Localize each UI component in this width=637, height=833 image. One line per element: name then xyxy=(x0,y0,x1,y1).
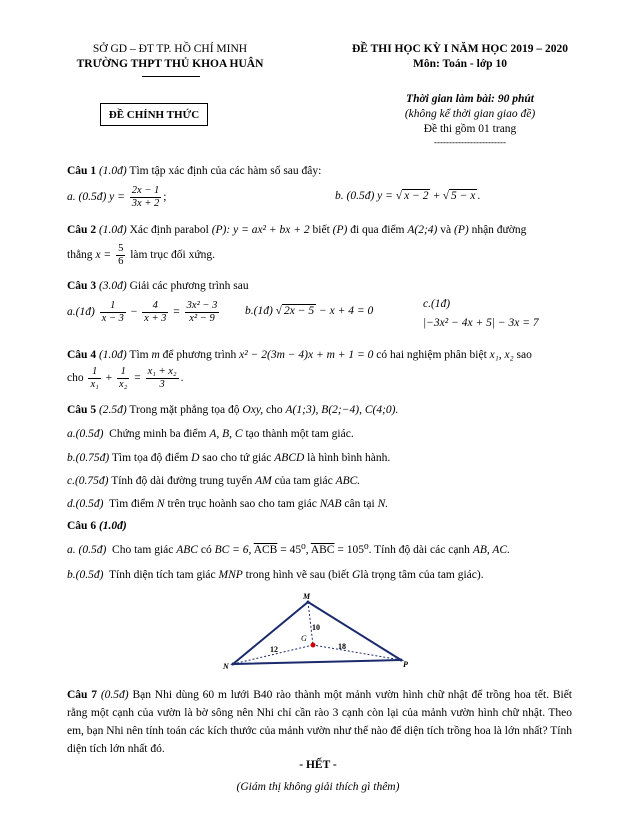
q5-part-a xyxy=(67,425,577,443)
exam-title: ĐỀ THI HỌC KỲ I NĂM HỌC 2019 – 2020 xyxy=(351,43,569,55)
q2-line2-a: thẳng xyxy=(67,249,93,262)
q2-text-5: nhận đường xyxy=(471,224,527,236)
q5d-nab: NAB xyxy=(319,498,342,510)
q3b-label: b.(1đ) xyxy=(245,305,273,317)
q5d-n: N xyxy=(156,498,165,510)
q2-line-1 xyxy=(67,221,577,239)
school-name: TRƯỜNG THPT THỦ KHOA HUÂN xyxy=(76,58,264,70)
q3-heading xyxy=(67,277,577,295)
q6b-text-2: trong hình vẽ sau (biết xyxy=(245,569,350,581)
q5-points: (2.5đ) xyxy=(98,404,127,416)
q5d-text-1: Tìm điểm xyxy=(108,498,155,510)
q2-p-2: (P) xyxy=(454,224,469,236)
q4-text-3: có hai nghiệm phân biệt xyxy=(376,349,487,361)
official-badge xyxy=(100,103,208,126)
q2-point: A(2;4) xyxy=(407,224,438,236)
q3a-f1-den: x − 3 xyxy=(101,313,124,324)
q1b-label: b. (0.5đ) xyxy=(335,190,375,202)
q5-part-d xyxy=(67,495,577,513)
q3a-frac-3 xyxy=(185,300,220,325)
q5c-label: c.(0.75đ) xyxy=(67,475,109,487)
q2-axis-lhs: x = xyxy=(95,249,112,262)
q2-axis-fraction xyxy=(116,243,125,268)
q4-frac-3 xyxy=(146,366,179,391)
q6b-label: b.(0.5đ) xyxy=(67,569,104,581)
vertex-n xyxy=(232,663,235,666)
length-gn: 12 xyxy=(270,645,278,654)
q4-m: m xyxy=(151,349,160,361)
q6a-abc-angle: $\overline{ABC}$ xyxy=(310,544,335,556)
q6b-text-1: Tính diện tích tam giác xyxy=(108,569,216,581)
q4-title: Câu 4 xyxy=(67,349,97,361)
q5a-text-1: Chứng minh ba điểm xyxy=(109,428,207,440)
official-label: ĐỀ CHÍNH THỨC xyxy=(108,108,200,121)
q5-oxy: Oxy, xyxy=(242,404,264,416)
q4-points: (1.0đ) xyxy=(98,349,127,361)
label-p: P xyxy=(403,660,408,669)
q1-part-b: b. (0.5đ) y = √ x − 2 + √ 5 − x . xyxy=(335,190,481,202)
q1-title: Câu 1 xyxy=(67,165,97,177)
q4-text-2: để phương trình xyxy=(162,349,237,361)
q3a-f2-num: 4 xyxy=(142,300,168,313)
q1a-label: a. (0.5đ) xyxy=(67,191,107,204)
q4-plus: + xyxy=(105,372,113,385)
q1b-lhs: y = xyxy=(377,190,393,202)
q2-axis-den: 6 xyxy=(118,256,124,267)
q1a-lhs: y = xyxy=(109,191,125,204)
q5-heading xyxy=(67,401,577,419)
triangle-mnp xyxy=(233,602,401,664)
q1a-end: ; xyxy=(163,191,167,204)
q5b-label: b.(0.75đ) xyxy=(67,452,110,464)
q4-frac-1 xyxy=(88,366,100,391)
q5c-am: AM xyxy=(255,475,272,487)
q5b-text-3: là hình bình hành. xyxy=(307,452,391,464)
q1-heading xyxy=(67,162,577,180)
length-gm: 10 xyxy=(312,623,320,632)
q5-text-1: Trong mặt phẳng tọa độ xyxy=(129,404,240,416)
q4-text-1: Tìm xyxy=(129,349,149,361)
q5a-abc: A, B, C xyxy=(209,428,243,440)
q1b-end: . xyxy=(477,190,481,202)
q5-text-2: cho xyxy=(266,404,283,416)
q3a-f1-num: 1 xyxy=(100,300,126,313)
q6-points: (1.0đ) xyxy=(98,520,127,532)
q4-frac-2 xyxy=(117,366,129,391)
q1a-den: 3x + 2 xyxy=(131,198,160,209)
length-gp: 18 xyxy=(338,642,346,651)
q5d-label: d.(0.5đ) xyxy=(67,498,104,510)
q4-f3-num: x₁ + x₂ xyxy=(147,366,177,377)
q3a-minus: − xyxy=(130,306,138,319)
q6a-text-2: có xyxy=(200,544,212,556)
q2-title: Câu 2 xyxy=(67,224,97,236)
q4-text-4: sao xyxy=(516,349,532,361)
q3-part-a xyxy=(67,300,221,325)
q5b-d: D xyxy=(191,452,200,464)
q5d-text-2: trên trục hoành sao cho tam giác xyxy=(167,498,317,510)
q1-part-a xyxy=(67,185,167,210)
q2-text-1: Xác định parabol xyxy=(129,224,209,236)
q6a-label: a. (0.5đ) xyxy=(67,544,107,556)
footer-note: (Giám thị không giải thích gì thêm) xyxy=(236,781,400,793)
q1b-radicand-1: x − 2 xyxy=(404,190,429,202)
q6b-mnp: MNP xyxy=(218,569,243,581)
q5-title: Câu 5 xyxy=(67,404,97,416)
triangle-figure xyxy=(220,590,420,672)
q5b-text-2: sao cho tứ giác xyxy=(202,452,272,464)
q1a-fraction xyxy=(130,185,162,210)
q5-part-b xyxy=(67,449,577,467)
q6a-acb-value: = 45⁰, xyxy=(280,544,309,556)
q5c-text-1: Tính độ dài đường trung tuyến xyxy=(111,475,253,487)
q4-f1-den: x₁ xyxy=(90,379,99,390)
q2-line2-b: làm trục đối xứng. xyxy=(130,249,215,262)
q7-paragraph xyxy=(67,686,572,758)
q2-line-2 xyxy=(67,243,215,268)
q2-text-4: và xyxy=(440,224,452,236)
q1b-plus: + xyxy=(433,190,440,202)
q3a-f3-num: 3x² − 3 xyxy=(186,300,218,311)
q2-axis-num: 5 xyxy=(118,243,124,254)
q6a-text-1: Cho tam giác xyxy=(112,544,174,556)
q3a-label: a.(1đ) xyxy=(67,306,95,319)
q4-line-2 xyxy=(67,366,183,391)
q2-text-3: đi qua điểm xyxy=(350,224,405,236)
q6a-bc: BC = 6, xyxy=(214,544,252,556)
q5b-abcd: ABCD xyxy=(274,452,305,464)
q3a-f2-den: x + 3 xyxy=(144,313,167,324)
q6a-text-3: Tính độ dài các cạnh xyxy=(374,544,470,556)
header-underline xyxy=(142,76,200,77)
q2-points: (1.0đ) xyxy=(98,224,127,236)
q4-line-1 xyxy=(67,346,577,364)
q4-f1-num: 1 xyxy=(88,366,100,379)
q2-parabola: (P): y = ax² + bx + 2 xyxy=(211,224,310,236)
q3a-frac-2 xyxy=(142,300,168,325)
q4-f2-num: 1 xyxy=(117,366,129,379)
exam-pages: Đề thi gồm 01 trang xyxy=(423,123,517,135)
q7-text: Bạn Nhi dùng 60 m lưới B40 rào thành một mảnh vườn hình chữ nhật để trồng hoa tết. Biết rằng một cạnh của vườn là bờ sông nên Nhi chỉ cần rào 3 cạnh còn lại của mảnh vườn hình chữ nhật. Theo em, bạn Nhi nên tính toán các kích thước của mảnh vườn như thế nào để diện tích trồng hoa là lớn nhất? Tính diện tích lớn nhất đó. xyxy=(67,689,573,755)
q3b-rest: − x + 4 = 0 xyxy=(318,305,374,317)
q3-text: Giải các phương trình sau xyxy=(129,280,249,292)
q4-roots: x₁, x₂ xyxy=(489,349,514,361)
q5a-label: a.(0.5đ) xyxy=(67,428,104,440)
q4-equation: x² − 2(3m − 4)x + m + 1 = 0 xyxy=(239,349,374,361)
q3-points: (3.0đ) xyxy=(98,280,127,292)
q7-title: Câu 7 xyxy=(67,689,98,701)
exam-time-note: (không kể thời gian giao đề) xyxy=(404,108,536,120)
q4-eq: = xyxy=(134,372,141,385)
q6b-text-3: là trọng tâm của tam giác). xyxy=(360,569,484,581)
header-dashes: ------------------------ xyxy=(434,137,506,147)
q6a-abc: ABC xyxy=(176,544,198,556)
q2-text-2: biết xyxy=(312,224,330,236)
label-g: G xyxy=(301,634,307,643)
q3a-frac-1 xyxy=(100,300,126,325)
exam-subject: Môn: Toán - lớp 10 xyxy=(413,58,507,70)
q1-text: Tìm tập xác định của các hàm số sau đây: xyxy=(129,165,322,177)
q6a-abc-value: = 105⁰. xyxy=(337,544,372,556)
q4-f3-den: 3 xyxy=(159,379,165,390)
q5d-n2: N. xyxy=(377,498,389,510)
q5b-text-1: Tìm tọa độ điểm xyxy=(111,452,189,464)
q6b-g: G xyxy=(352,569,361,581)
q5-part-c xyxy=(67,472,577,490)
q3b-radicand: 2x − 5 xyxy=(283,305,315,317)
q6-part-b xyxy=(67,566,577,584)
q4-f2-den: x₂ xyxy=(119,379,128,390)
q6-part-a xyxy=(67,541,577,559)
exam-time: Thời gian làm bài: 90 phút xyxy=(406,93,534,105)
q5a-text-2: tạo thành một tam giác. xyxy=(245,428,354,440)
label-n: N xyxy=(223,662,229,671)
q3a-f3-den: x² − 9 xyxy=(189,313,215,324)
department-name: SỞ GD – ĐT TP. HỒ CHÍ MINH xyxy=(92,43,248,55)
q4-line2: cho xyxy=(67,372,84,385)
q5d-text-3: cân tại xyxy=(344,498,375,510)
q1a-num: 2x − 1 xyxy=(131,185,160,196)
q3-part-b: b.(1đ) √ 2x − 5 − x + 4 = 0 xyxy=(245,305,374,317)
q6a-acb-angle: $\overline{ACB}$ xyxy=(253,544,278,556)
q1-points: (1.0đ) xyxy=(98,165,127,177)
q3-title: Câu 3 xyxy=(67,280,97,292)
q6-heading xyxy=(67,517,577,535)
q5c-abc: ABC. xyxy=(335,475,361,487)
q6a-sides: AB, AC. xyxy=(472,544,510,556)
label-m: M xyxy=(303,592,311,601)
end-mark: - HẾT - xyxy=(299,759,337,771)
q5-points-list: A(1;3), B(2;−4), C(4;0). xyxy=(285,404,399,416)
q3a-eq: = xyxy=(173,306,180,319)
q2-p: (P) xyxy=(332,224,348,236)
q6-title: Câu 6 xyxy=(67,520,97,532)
q3c-expression: |−3x² − 4x + 5| − 3x = 7 xyxy=(423,317,539,329)
q5c-text-2: của tam giác xyxy=(274,475,333,487)
centroid-point xyxy=(311,643,316,648)
q7-points: (0.5đ) xyxy=(100,689,129,701)
q1b-radicand-2: 5 − x xyxy=(451,190,476,202)
q4-end: . xyxy=(180,372,184,385)
q3c-label: c.(1đ) xyxy=(423,298,451,310)
